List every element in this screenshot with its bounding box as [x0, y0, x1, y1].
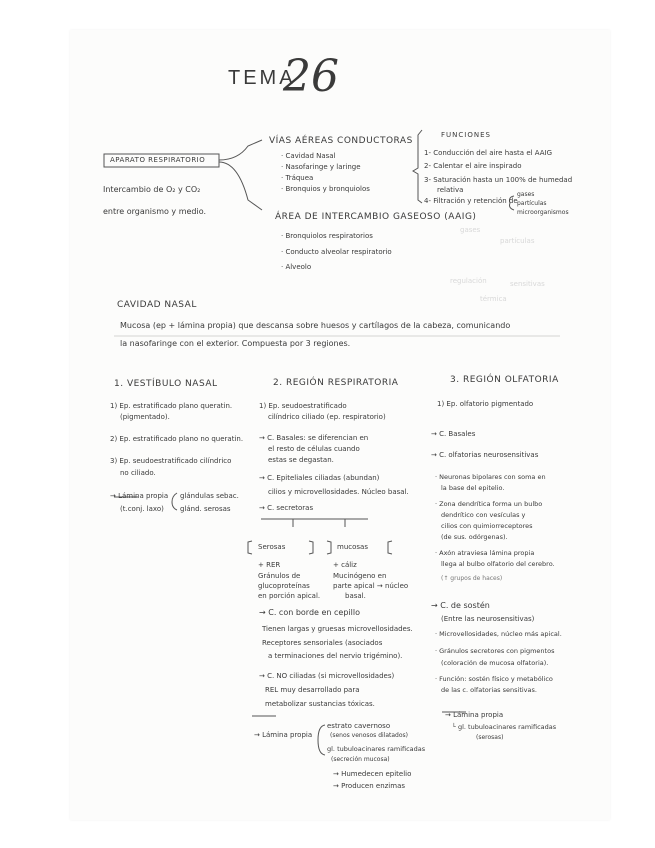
function-item: 4- Filtración y retención de: [424, 197, 518, 205]
conducting-item: · Nasofaringe y laringe: [281, 163, 361, 171]
vestibulo-gland: glándulas sebac.: [180, 492, 239, 500]
bleed-through-text: regulación: [450, 277, 487, 285]
function-item: 3- Saturación hasta un 100% de humedad: [424, 176, 573, 184]
cepillo-line: → C. con borde en cepillo: [259, 608, 360, 617]
cavidad-text-2: la nasofaringe con el exterior. Compuesta por 3 regiones.: [120, 339, 351, 348]
basales-line: → C. Basales: se diferencian en: [259, 434, 369, 442]
respiratoria-ep: cilíndrico ciliado (ep. respiratorio): [268, 413, 386, 421]
neuro-line: llega al bulbo olfatorio del cerebro.: [441, 560, 555, 568]
vestibulo-item: 2) Ep. estratificado plano no queratin.: [110, 435, 244, 443]
mucosas-text: basal.: [345, 592, 366, 600]
vestibulo-item: (pigmentado).: [120, 413, 170, 421]
functions-heading: FUNCIONES: [441, 131, 491, 139]
bleed-through-text: partículas: [500, 237, 535, 245]
serosas-text: glucoproteínas: [258, 582, 310, 590]
respiratoria-heading: 2. REGIÓN RESPIRATORIA: [273, 378, 399, 388]
function-item: 2- Calentar el aire inspirado: [424, 162, 522, 170]
basales-line: estas se degastan.: [268, 456, 334, 464]
vestibulo-lamina: → Lámina propia: [110, 492, 169, 500]
ciliadas-line: cilios y microvellosidades. Núcleo basal.: [268, 488, 409, 496]
mucosas-label: mucosas: [337, 543, 368, 551]
mucosas-text: + cáliz: [333, 561, 357, 569]
retained-item: microorganismos: [517, 209, 569, 216]
vestibulo-item: 3) Ep. seudoestratificado cilíndrico: [110, 457, 232, 465]
sosten-line: (coloración de mucosa olfatoria).: [441, 659, 549, 667]
cepillo-line: Receptores sensoriales (asociados: [262, 639, 383, 647]
bleed-through-text: sensitivas: [510, 280, 545, 288]
respiratoria-lamina-item: → Humedecen epitelio: [333, 770, 412, 778]
vestibulo-item: no ciliado.: [120, 469, 156, 477]
olfatoria-heading: 3. REGIÓN OLFATORIA: [450, 375, 559, 385]
respiratoria-lamina-item: estrato cavernoso: [327, 722, 391, 730]
conducting-item: · Bronquios y bronquiolos: [281, 185, 370, 193]
ciliadas-line: → C. Epiteliales ciliadas (abundan): [259, 474, 380, 482]
serosas-text: Gránulos de: [258, 572, 301, 580]
mucosas-text: Mucinógeno en: [333, 572, 387, 580]
cavidad-text-1: Mucosa (ep + lámina propia) que descansa sobre huesos y cartílagos de la cabeza, comunicando: [120, 321, 511, 330]
bleed-through-text: térmica: [480, 295, 507, 303]
olfatoria-ep: 1) Ep. olfatorio pigmentado: [437, 400, 534, 408]
vestibulo-item: 1) Ep. estratificado plano queratin.: [110, 402, 233, 410]
neuro-line: · Zona dendrítica forma un bulbo: [435, 500, 543, 508]
neuro-line: la base del epitelio.: [441, 484, 505, 492]
respiratoria-lamina-item: (senos venosos dilatados): [330, 732, 409, 739]
aparato-label: APARATO RESPIRATORIO: [110, 156, 206, 164]
sosten-line: · Gránulos secretores con pigmentos: [435, 647, 555, 655]
conducting-item: · Tráquea: [281, 174, 314, 182]
sosten-line: → C. de sostén: [431, 601, 490, 610]
cepillo-line: a terminaciones del nervio trigémino).: [268, 652, 403, 660]
function-item: relativa: [437, 186, 464, 194]
sosten-line: (Entre las neurosensitivas): [441, 615, 535, 623]
respiratoria-ep: 1) Ep. seudoestratificado: [259, 402, 347, 410]
function-item: 1- Conducción del aire hasta el AAIG: [424, 149, 553, 157]
serosas-text: + RER: [258, 561, 281, 569]
vestibulo-gland: glánd. serosas: [180, 505, 231, 513]
bleed-through-text: gases: [460, 226, 481, 234]
neuro-line: · Axón atraviesa lámina propia: [435, 549, 535, 557]
cavidad-heading: CAVIDAD NASAL: [117, 300, 197, 310]
respiratoria-lamina-item: (secreción mucosa): [331, 756, 390, 763]
retained-item: gases: [517, 191, 535, 198]
neuro-line: · Neuronas bipolares con soma en: [435, 473, 546, 481]
serosas-label: Serosas: [258, 543, 286, 551]
basales-line: el resto de células cuando: [268, 445, 360, 453]
olfatoria-lamina: → Lámina propia: [445, 711, 504, 719]
respiratoria-lamina: → Lámina propia: [254, 731, 313, 739]
sosten-line: · Función: sostén físico y metabólico: [435, 675, 553, 683]
respiratoria-lamina-item: gl. tubuloacinares ramificadas: [327, 745, 426, 753]
serosas-text: en porción apical.: [258, 592, 321, 600]
exchange-item: · Conducto alveolar respiratorio: [281, 248, 392, 256]
neuro-line: dendrítico con vesículas y: [441, 511, 526, 519]
neuro-line: (de sus. odórgenas).: [441, 533, 508, 541]
olfatoria-lamina-sub: (serosas): [476, 734, 504, 741]
vestibulo-lamina-sub: (t.conj. laxo): [120, 505, 164, 513]
mucosas-text: parte apical → núcleo: [333, 582, 409, 590]
title-word: TEMA: [228, 67, 296, 89]
no-ciliadas-line: metabolizar sustancias tóxicas.: [265, 700, 375, 708]
vestibulo-heading: 1. VESTÍBULO NASAL: [114, 379, 218, 389]
exchange-item: · Alveolo: [281, 263, 312, 271]
conducting-heading: VÍAS AÉREAS CONDUCTORAS: [269, 136, 413, 146]
cepillo-line: Tienen largas y gruesas microvellosidades.: [262, 625, 413, 633]
no-ciliadas-line: REL muy desarrollado para: [265, 686, 360, 694]
intro-line-1: Intercambio de O₂ y CO₂: [103, 185, 201, 194]
sosten-line: · Microvellosidades, núcleo más apical.: [435, 630, 562, 638]
sosten-line: de las c. olfatorias sensitivas.: [441, 686, 537, 694]
olfatoria-basales: → C. Basales: [431, 430, 476, 438]
secretoras-heading: → C. secretoras: [259, 504, 314, 512]
neuro-line: (↑ grupos de haces): [441, 575, 503, 582]
exchange-heading: ÁREA DE INTERCAMBIO GASEOSO (AAIG): [275, 212, 477, 222]
no-ciliadas-line: → C. NO ciliadas (si microvellosidades): [259, 672, 395, 680]
retained-item: partículas: [517, 200, 547, 207]
title-number: 26: [283, 51, 339, 102]
neuro-line: cilios con quimiorreceptores: [441, 522, 533, 530]
intro-line-2: entre organismo y medio.: [103, 207, 207, 216]
neuro-line: → C. olfatorias neurosensitivas: [431, 451, 539, 459]
exchange-item: · Bronquiolos respiratorios: [281, 232, 373, 240]
olfatoria-lamina-sub: └ gl. tubuloacinares ramificadas: [452, 723, 557, 731]
conducting-item: · Cavidad Nasal: [281, 152, 336, 160]
respiratoria-lamina-item: → Producen enzimas: [333, 782, 406, 790]
